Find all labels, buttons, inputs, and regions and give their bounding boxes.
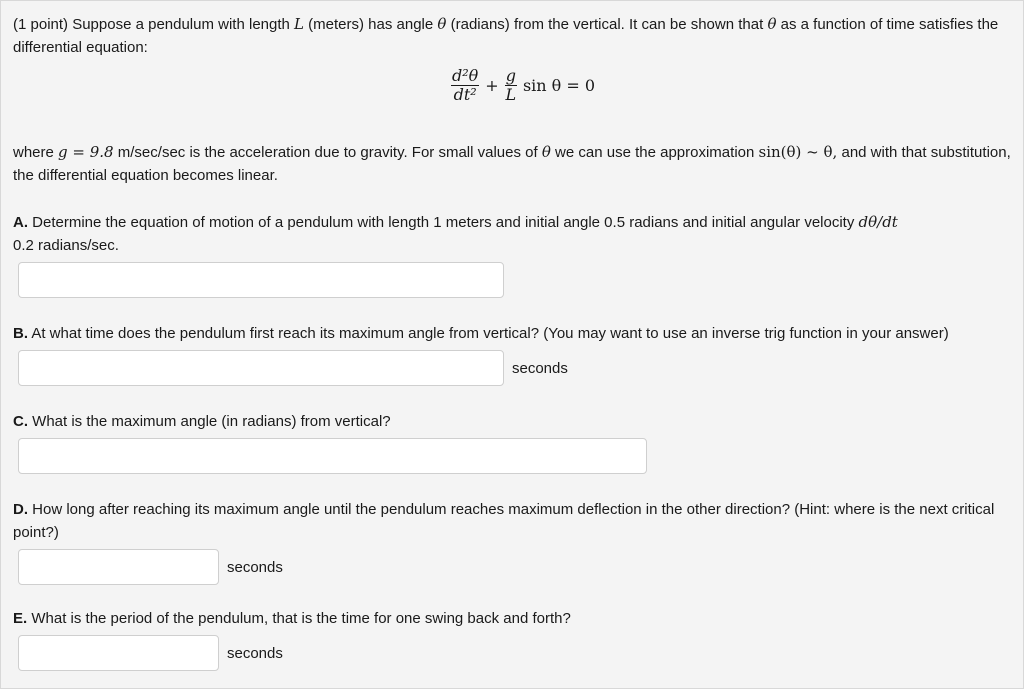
where-paragraph <box>13 141 1011 187</box>
part-d-answer-input[interactable] <box>18 549 219 585</box>
part-b-label: B. <box>13 325 28 342</box>
var-theta-1: θ <box>437 15 447 33</box>
part-a-answer-input[interactable] <box>18 262 504 298</box>
part-e-unit: seconds <box>227 644 283 662</box>
frac-den-2: L <box>505 85 517 104</box>
points-label: (1 point) <box>13 16 69 33</box>
frac-num-1: d²θ <box>452 66 479 85</box>
approximation: sin(θ) ~ θ, <box>758 143 838 161</box>
g-expression: g = 9.8 <box>58 143 114 161</box>
second-derivative-fraction <box>451 67 479 104</box>
part-c-answer-input[interactable] <box>18 438 647 474</box>
var-theta-2: θ <box>767 15 777 33</box>
part-c-question <box>13 410 1011 433</box>
intro-text-d: as a function of time satisfies the differential equation: <box>13 16 999 56</box>
part-d-unit: seconds <box>227 558 283 576</box>
part-c-text: What is the maximum angle (in radians) from vertical? <box>32 413 391 430</box>
part-a-label: A. <box>13 214 28 231</box>
where-text-d: and with that substitution, the differential equation becomes linear. <box>13 144 1011 184</box>
part-c-label: C. <box>13 413 28 430</box>
where-text-c: we can use the approximation <box>555 144 755 161</box>
equation-tail: sin θ = 0 <box>522 76 596 95</box>
frac-num-2: g <box>505 66 516 85</box>
dtheta-dt: dθ/dt <box>858 213 898 231</box>
frac-den-1: dt² <box>453 85 477 104</box>
plus-sign: + <box>485 76 499 95</box>
part-b-question <box>13 322 1011 345</box>
part-b-answer-input[interactable] <box>18 350 504 386</box>
part-d-text: How long after reaching its maximum angle until the pendulum reaches maximum deflection in the other direction? (Hint: where is the next critical point?) <box>13 501 995 541</box>
part-e-text: What is the period of the pendulum, that is the time for one swing back and forth? <box>31 610 571 627</box>
part-e-question <box>13 607 1011 630</box>
g-over-L-fraction <box>505 67 517 104</box>
part-d-question <box>13 498 1011 544</box>
where-text-a: where <box>13 144 54 161</box>
part-b-unit: seconds <box>512 359 568 377</box>
intro-text-a: Suppose a pendulum with length <box>72 16 290 33</box>
var-L: L <box>294 15 304 33</box>
part-d-label: D. <box>13 501 28 518</box>
intro-text-b: (meters) has angle <box>308 16 434 33</box>
part-e-answer-input[interactable] <box>18 635 219 671</box>
where-text-b: m/sec/sec is the acceleration due to gravity. For small values of <box>117 144 538 161</box>
part-a-question <box>13 211 1011 257</box>
intro-paragraph <box>13 13 1011 59</box>
part-a-text2: 0.2 radians/sec. <box>13 237 119 254</box>
part-e-label: E. <box>13 610 28 627</box>
var-theta-3: θ <box>541 143 551 161</box>
differential-equation <box>13 59 1011 133</box>
intro-text-c: (radians) from the vertical. It can be shown that <box>450 16 764 33</box>
part-a-text: Determine the equation of motion of a pendulum with length 1 meters and initial angle 0.5 radians and initial angular velocity <box>32 214 855 231</box>
part-b-text: At what time does the pendulum first reach its maximum angle from vertical? (You may want to use an inverse trig function in your answer) <box>31 325 949 342</box>
